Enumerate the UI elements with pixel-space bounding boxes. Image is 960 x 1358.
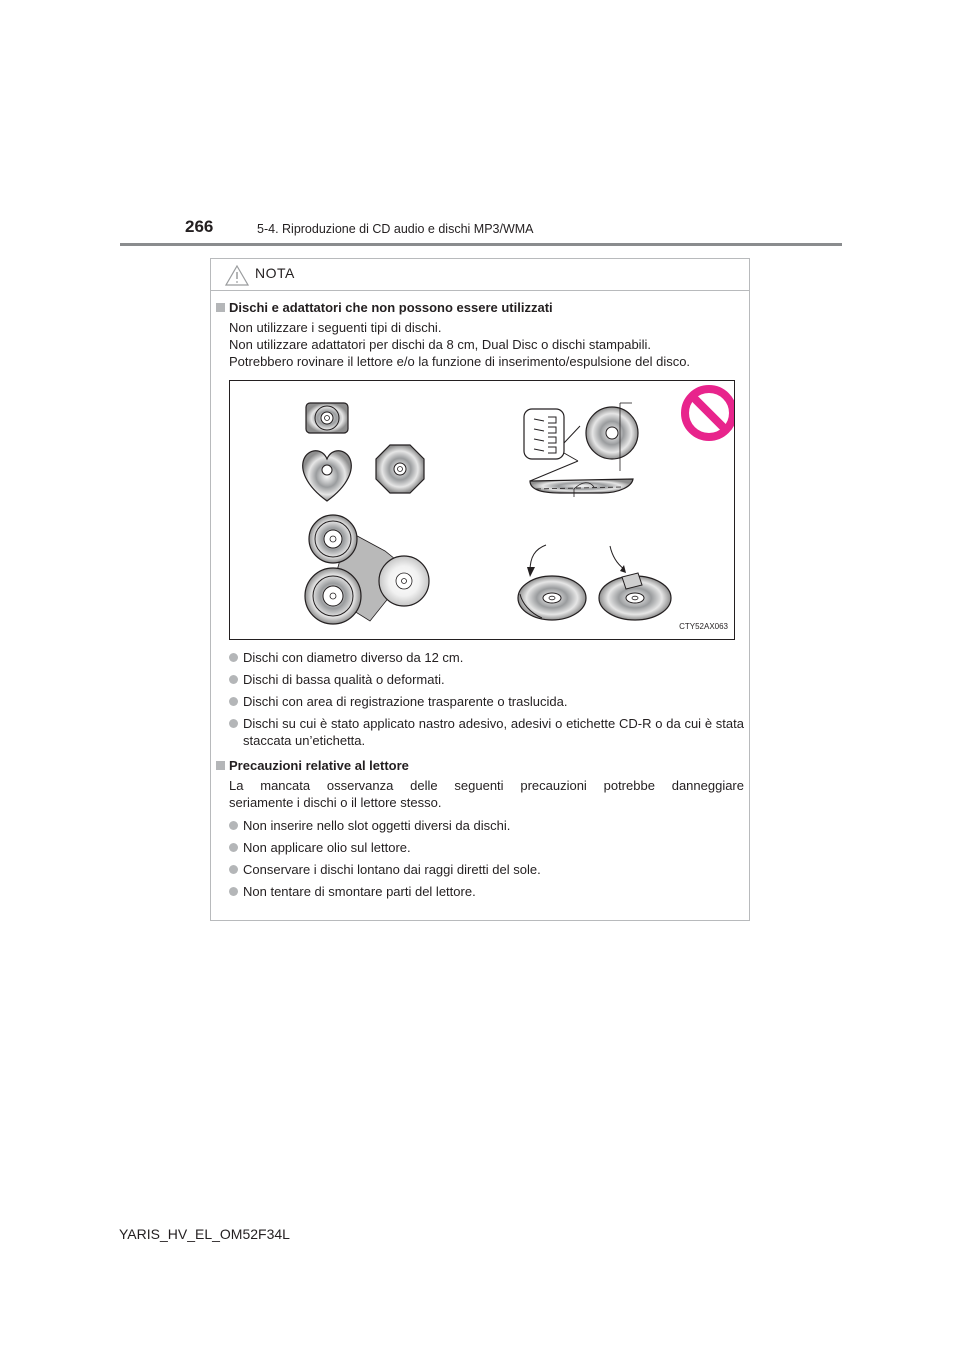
paragraph-line: seriamente i dischi o il lettore stesso. xyxy=(229,795,442,810)
square-bullet-icon xyxy=(216,761,225,770)
prohibition-icon xyxy=(685,389,733,437)
warning-icon xyxy=(225,265,249,291)
list-item: Conservare i dischi lontano dai raggi diretti del sole. xyxy=(216,861,744,878)
section-title: 5-4. Riproduzione di CD audio e dischi MP3/WMA xyxy=(257,222,534,236)
list-item: Dischi con diametro diverso da 12 cm. xyxy=(216,649,744,666)
paragraph-line: La mancata osservanza delle seguenti precauzioni potrebbe danneggiare xyxy=(229,778,744,793)
list-item: Dischi su cui è stato applicato nastro adesivo, adesivi o etichette CD-R o da cui è stata staccata un’etichetta. xyxy=(216,715,744,749)
unusable-discs-illustration xyxy=(229,380,735,640)
note-content xyxy=(216,299,744,905)
list-item: Non inserire nello slot oggetti diversi da dischi. xyxy=(216,817,744,834)
round-bullet-icon xyxy=(229,843,238,852)
taped-disc-icon xyxy=(599,546,671,620)
peeled-label-disc-icon xyxy=(518,545,586,620)
paragraph-line: Non utilizzare adattatori per dischi da 8 cm, Dual Disc o dischi stampabili. xyxy=(229,337,651,352)
list-item: Non tentare di smontare parti del lettore. xyxy=(216,883,744,900)
page-number: 266 xyxy=(185,217,214,236)
note-label: NOTA xyxy=(255,265,295,281)
dual-disc-icon xyxy=(305,568,361,624)
section-heading: Dischi e adattatori che non possono essere utilizzati xyxy=(216,299,744,316)
figure-code: CTY52AX063 xyxy=(679,622,728,631)
round-bullet-icon xyxy=(229,653,238,662)
round-bullet-icon xyxy=(229,865,238,874)
round-bullet-icon xyxy=(229,887,238,896)
list-item: Dischi di bassa qualità o deformati. xyxy=(216,671,744,688)
round-bullet-icon xyxy=(229,675,238,684)
round-bullet-icon xyxy=(229,719,238,728)
discs-illustration-svg xyxy=(230,381,734,639)
note-header xyxy=(211,259,749,291)
square-bullet-icon xyxy=(216,303,225,312)
transparent-disc-icon xyxy=(379,556,429,606)
paragraph-line: Potrebbero rovinare il lettore e/o la funzione di inserimento/espulsione del disco. xyxy=(229,354,691,369)
section-paragraph xyxy=(216,777,744,811)
octagon-disc-icon xyxy=(376,445,424,493)
heart-disc-icon xyxy=(303,451,352,501)
list-item: Dischi con area di registrazione trasparente o traslucida. xyxy=(216,693,744,710)
list-item: Non applicare olio sul lettore. xyxy=(216,839,744,856)
round-bullet-icon xyxy=(229,821,238,830)
round-bullet-icon xyxy=(229,697,238,706)
section-paragraph xyxy=(216,319,744,370)
paragraph-line: Non utilizzare i seguenti tipi di dischi. xyxy=(229,320,442,335)
warped-disc-icon xyxy=(524,403,638,497)
header-rule xyxy=(120,243,842,246)
note-box xyxy=(210,258,750,921)
document-code: YARIS_HV_EL_OM52F34L xyxy=(119,1226,290,1242)
square-disc-icon xyxy=(306,403,348,433)
section-heading: Precauzioni relative al lettore xyxy=(216,757,744,774)
